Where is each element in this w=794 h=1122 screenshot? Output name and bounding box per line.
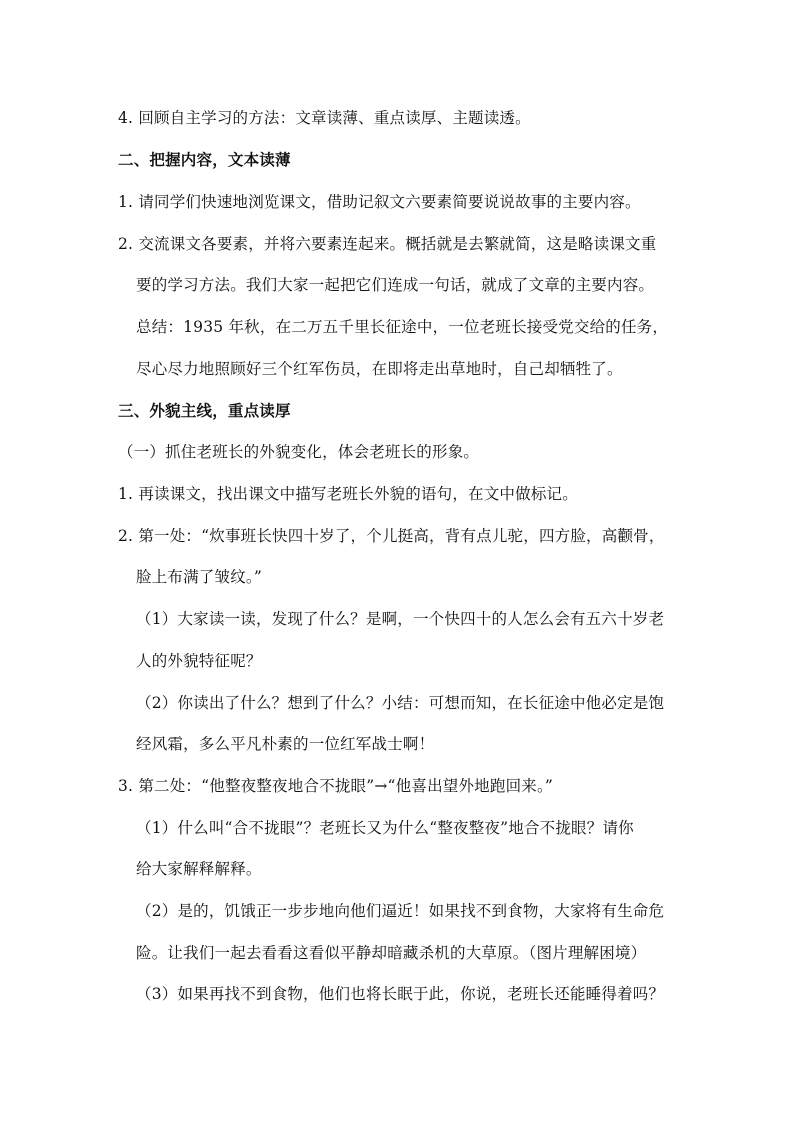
section-heading-3: 三、外貌主线，重点读厚 bbox=[118, 402, 291, 420]
summary-line-2: 尽心尽力地照顾好三个红军伤员，在即将走出草地时，自己却牺牲了。 bbox=[136, 360, 623, 378]
subsection-heading-1: （一）抓住老班长的外貌变化，体会老班长的形象。 bbox=[118, 443, 480, 461]
question-2-line-1: （2）你读出了什么？想到了什么？小结：可想而知，在长征途中他必定是饱 bbox=[136, 694, 665, 712]
step-2-first-place: 2. 第一处：“炊事班长快四十岁了，个儿挺高，背有点儿驼，四方脸，高颧骨， bbox=[118, 527, 665, 545]
section-heading-2: 二、把握内容，文本读薄 bbox=[118, 151, 291, 169]
question-1-line-2: 人的外貌特征呢？ bbox=[136, 652, 262, 670]
summary-line-1: 总结：1935 年秋，在二万五千里长征途中，一位老班长接受党交给的任务， bbox=[136, 318, 669, 336]
question-3-1-line-2: 给大家解释解释。 bbox=[136, 860, 262, 878]
step-1-reread-text: 1. 再读课文，找出课文中描写老班长外貌的语句，在文中做标记。 bbox=[118, 485, 578, 503]
step-3-second-place: 3. 第二处：“他整夜整夜地合不拢眼”→“他喜出望外地跑回来。” bbox=[118, 777, 554, 795]
question-2-line-2: 经风霜，多么平凡朴素的一位红军战士啊！ bbox=[136, 735, 435, 753]
step-4-review-methods: 4. 回顾自主学习的方法：文章读薄、重点读厚、主题读透。 bbox=[118, 109, 531, 127]
step-2-first-place-continuation: 脸上布满了皱纹。” bbox=[136, 568, 262, 586]
question-3-1-line-1: （1）什么叫“合不拢眼”？老班长又为什么“整夜整夜”地合不拢眼？请你 bbox=[136, 819, 634, 837]
step-2-exchange-elements: 2. 交流课文各要素，并将六要素连起来。概括就是去繁就简，这是略读课文重 bbox=[118, 235, 657, 253]
question-3-2-line-1: （2）是的，饥饿正一步步地向他们逼近！如果找不到食物，大家将有生命危 bbox=[136, 902, 665, 920]
question-1-line-1: （1）大家读一读，发现了什么？是啊，一个快四十的人怎么会有五六十岁老 bbox=[136, 610, 665, 628]
step-2-continuation: 要的学习方法。我们大家一起把它们连成一句话，就成了文章的主要内容。 bbox=[136, 276, 655, 294]
question-3-3: （3）如果再找不到食物，他们也将长眠于此，你说，老班长还能睡得着吗？ bbox=[136, 985, 665, 1003]
step-1-browse-text: 1. 请同学们快速地浏览课文，借助记叙文六要素简要说说故事的主要内容。 bbox=[118, 193, 641, 211]
question-3-2-line-2: 险。让我们一起去看看这看似平静却暗藏杀机的大草原。（图片理解困境） bbox=[136, 944, 647, 962]
